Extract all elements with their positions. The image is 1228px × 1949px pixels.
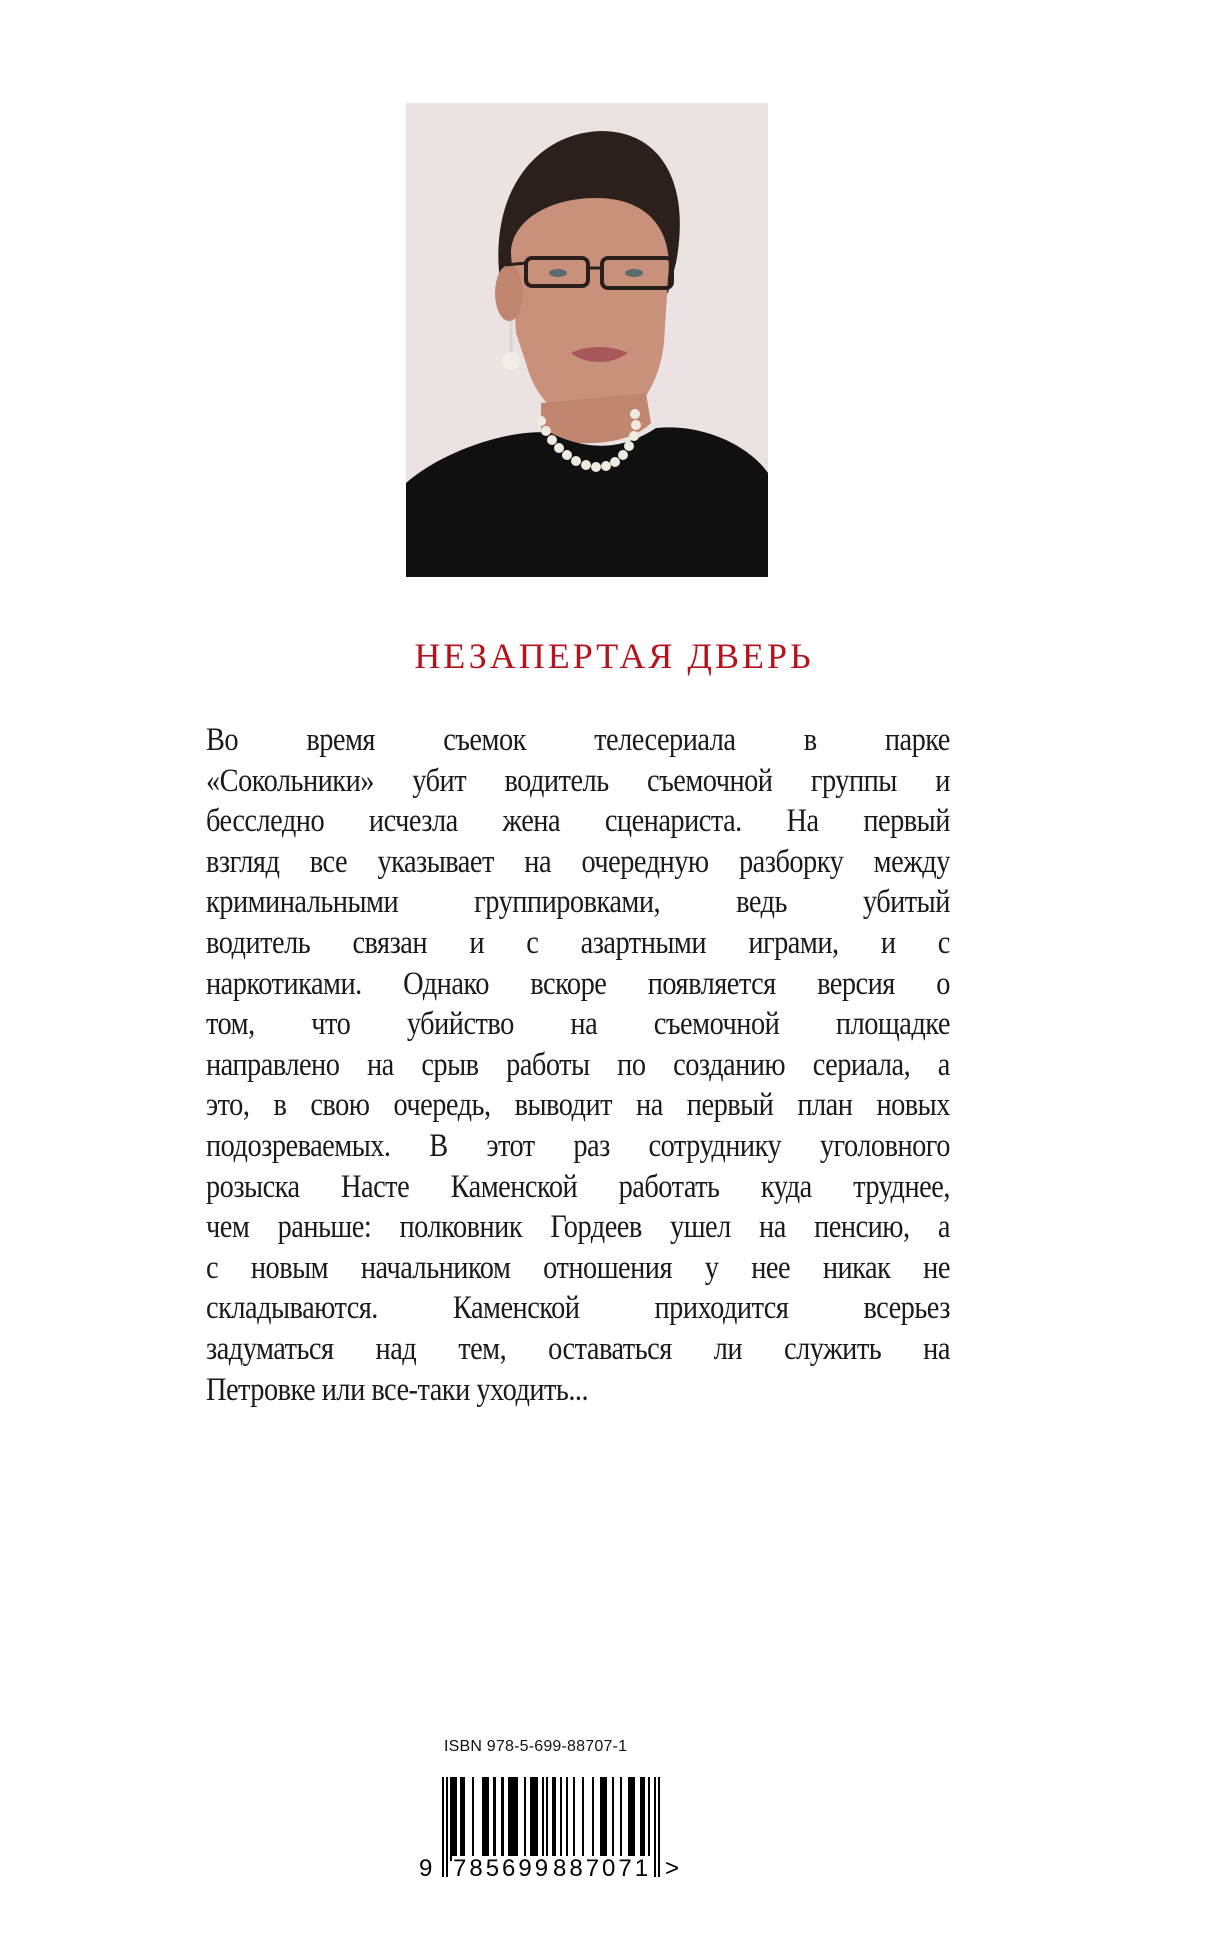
- isbn-label: ISBN 978-5-699-88707-1: [444, 1738, 628, 1755]
- author-photo: [406, 103, 768, 577]
- book-blurb: [206, 720, 950, 1410]
- barcode-lead-digit: 9: [419, 1855, 433, 1882]
- barcode-quiet-zone-mark: >: [665, 1855, 680, 1882]
- blurb-line: водитель связан и с азартными играми, и с: [206, 924, 950, 961]
- blurb-line: розыска Насте Каменской работать куда труднее,: [206, 1168, 950, 1205]
- blurb-line: бесследно исчезла жена сценариста. На первый: [206, 803, 950, 840]
- blurb-line: том, что убийство на съемочной площадке: [206, 1006, 950, 1043]
- blurb-line: с новым начальником отношения у нее никак не: [206, 1249, 950, 1286]
- blurb-line: Петровке или все-таки уходить...: [206, 1371, 589, 1408]
- blurb-line: задуматься над тем, оставаться ли служить на: [206, 1330, 950, 1367]
- blurb-line: взгляд все указывает на очередную разборку между: [206, 843, 950, 880]
- barcode-right-digits: 887071: [553, 1855, 652, 1882]
- blurb-line: подозреваемых. В этот раз сотруднику уголовного: [206, 1127, 950, 1164]
- barcode-left-digits: 785699: [453, 1855, 552, 1882]
- book-title: НЕЗАПЕРТАЯ ДВЕРЬ: [414, 636, 814, 676]
- blurb-line: складываются. Каменской приходится всерьез: [206, 1290, 950, 1327]
- blurb-line: направлено на срыв работы по созданию сериала, а: [206, 1046, 950, 1083]
- blurb-line: наркотиками. Однако вскоре появляется версия о: [206, 965, 950, 1002]
- blurb-line: это, в свою очередь, выводит на первый план новых: [206, 1087, 950, 1124]
- blurb-line: чем раньше: полковник Гордеев ушел на пенсию, а: [206, 1209, 950, 1246]
- blurb-line: криминальными группировками, ведь убитый: [206, 884, 950, 921]
- blurb-line: Во время съемок телесериала в парке: [206, 722, 950, 758]
- blurb-line: «Сокольники» убит водитель съемочной группы и: [206, 762, 950, 799]
